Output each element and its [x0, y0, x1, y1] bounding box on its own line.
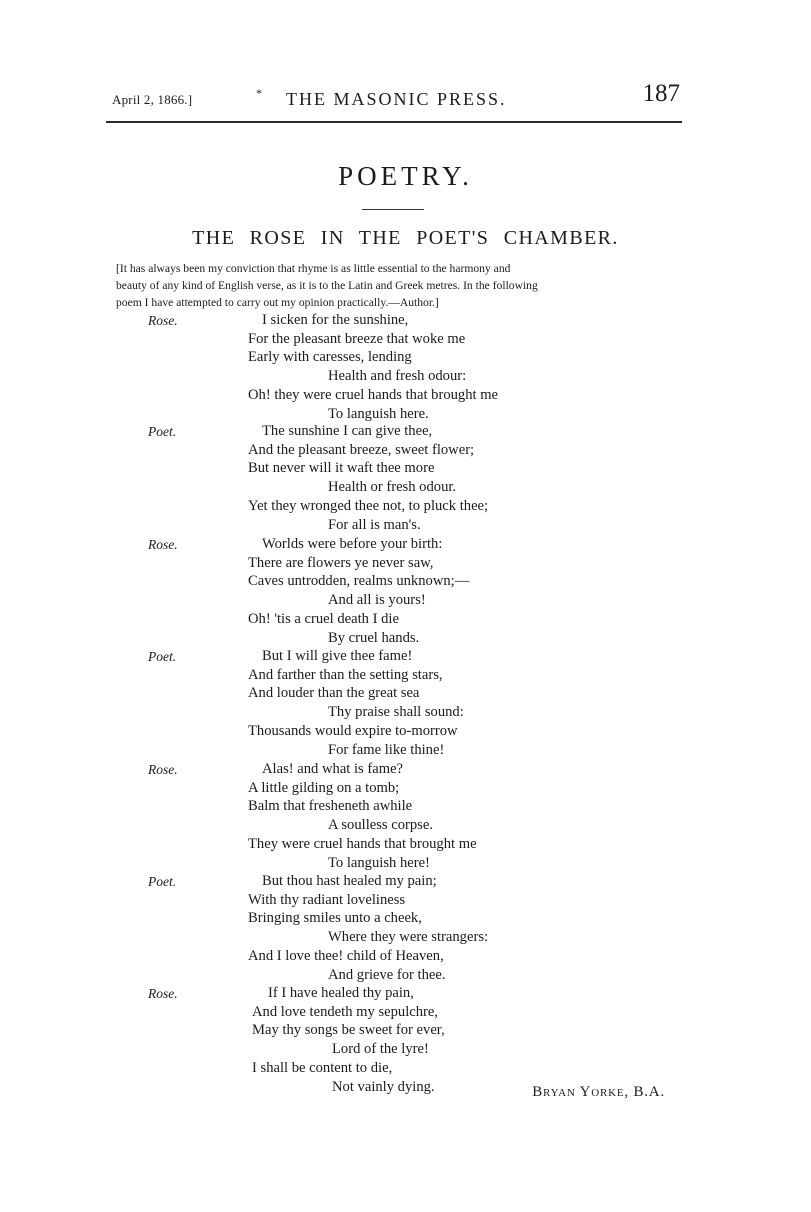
verse-line: Balm that fresheneth awhile [248, 798, 413, 814]
verse-line: And louder than the great sea [248, 685, 420, 701]
verse-line: With thy radiant loveliness [248, 892, 406, 908]
speaker-label: Poet. [148, 649, 177, 664]
verse-line: Thousands would expire to-morrow [248, 723, 458, 739]
verse-line: Bringing smiles unto a cheek, [248, 910, 422, 926]
verse-line: And I love thee! child of Heaven, [248, 948, 444, 964]
verse-line: They were cruel hands that brought me [248, 836, 477, 852]
verse-line: Early with caresses, lending [248, 349, 412, 365]
editorial-note [116, 260, 685, 311]
verse-line: Health or fresh odour. [328, 479, 457, 495]
speaker-label: Rose. [148, 313, 178, 328]
note-line: beauty of any kind of English verse, as it is to the Latin and Greek metres. In the following [116, 279, 538, 292]
verse-line: I shall be content to die, [252, 1060, 393, 1076]
verse-line: Oh! 'tis a cruel death I die [248, 611, 399, 627]
verse-line: Lord of the lyre! [332, 1041, 429, 1057]
header-mark: * [256, 86, 262, 100]
verse-line: And farther than the setting stars, [248, 667, 443, 683]
verse-line: And all is yours! [328, 592, 426, 608]
verse-line: Oh! they were cruel hands that brought me [248, 387, 499, 403]
issue-date: April 2, 1866.] [112, 92, 193, 107]
verse-line: Health and fresh odour: [328, 368, 467, 384]
verse-line: And love tendeth my sepulchre, [252, 1004, 439, 1020]
verse-line: For the pleasant breeze that woke me [248, 331, 466, 347]
verse-line: A little gilding on a tomb; [248, 780, 400, 796]
note-line: poem I have attempted to carry out my opinion practically.—Author.] [116, 296, 439, 309]
publication-title: THE MASONIC PRESS. [286, 89, 507, 109]
verse-line: Caves untrodden, realms unknown;— [248, 573, 470, 589]
verse-line: The sunshine I can give thee, [262, 423, 433, 439]
header-rule [106, 121, 682, 123]
author-signature: Bryan Yorke, B.A. [532, 1084, 665, 1100]
verse-line: For all is man's. [328, 517, 421, 533]
verse-line: Thy praise shall sound: [328, 704, 464, 720]
verse-line: But never will it waft thee more [248, 460, 435, 476]
verse-line: But thou hast healed my pain; [262, 873, 437, 889]
speaker-label: Poet. [148, 874, 177, 889]
verse-line: But I will give thee fame! [262, 648, 413, 664]
page-number: 187 [642, 80, 680, 107]
speaker-label: Rose. [148, 537, 178, 552]
verse-line: I sicken for the sunshine, [262, 312, 409, 328]
verse-line: By cruel hands. [328, 630, 420, 646]
verse-line: Not vainly dying. [332, 1079, 435, 1095]
poem-title: THE ROSE IN THE POET'S CHAMBER. [192, 227, 619, 249]
verse-line: And the pleasant breeze, sweet flower; [248, 442, 475, 458]
verse-line: Where they were strangers: [328, 929, 489, 945]
verse-line: For fame like thine! [328, 742, 445, 758]
verse-line: A soulless corpse. [328, 817, 433, 833]
verse-line: And grieve for thee. [328, 967, 446, 983]
verse-line: To languish here! [328, 855, 430, 871]
verse-line: If I have healed thy pain, [268, 985, 414, 1001]
running-header [110, 80, 682, 122]
verse-line: Worlds were before your birth: [262, 536, 443, 552]
verse-line: To languish here. [328, 406, 429, 422]
note-line: [It has always been my conviction that rhyme is as little essential to the harmony and [116, 262, 511, 275]
section-title: POETRY. [338, 161, 473, 191]
verse-line: There are flowers ye never saw, [248, 555, 434, 571]
verse-line: Yet they wronged thee not, to pluck thee; [248, 498, 489, 514]
speaker-label: Rose. [148, 762, 178, 777]
verse-line: Alas! and what is fame? [262, 761, 404, 777]
title-divider [362, 209, 424, 210]
verse-line: May thy songs be sweet for ever, [252, 1022, 445, 1038]
speaker-label: Rose. [148, 986, 178, 1001]
speaker-label: Poet. [148, 424, 177, 439]
